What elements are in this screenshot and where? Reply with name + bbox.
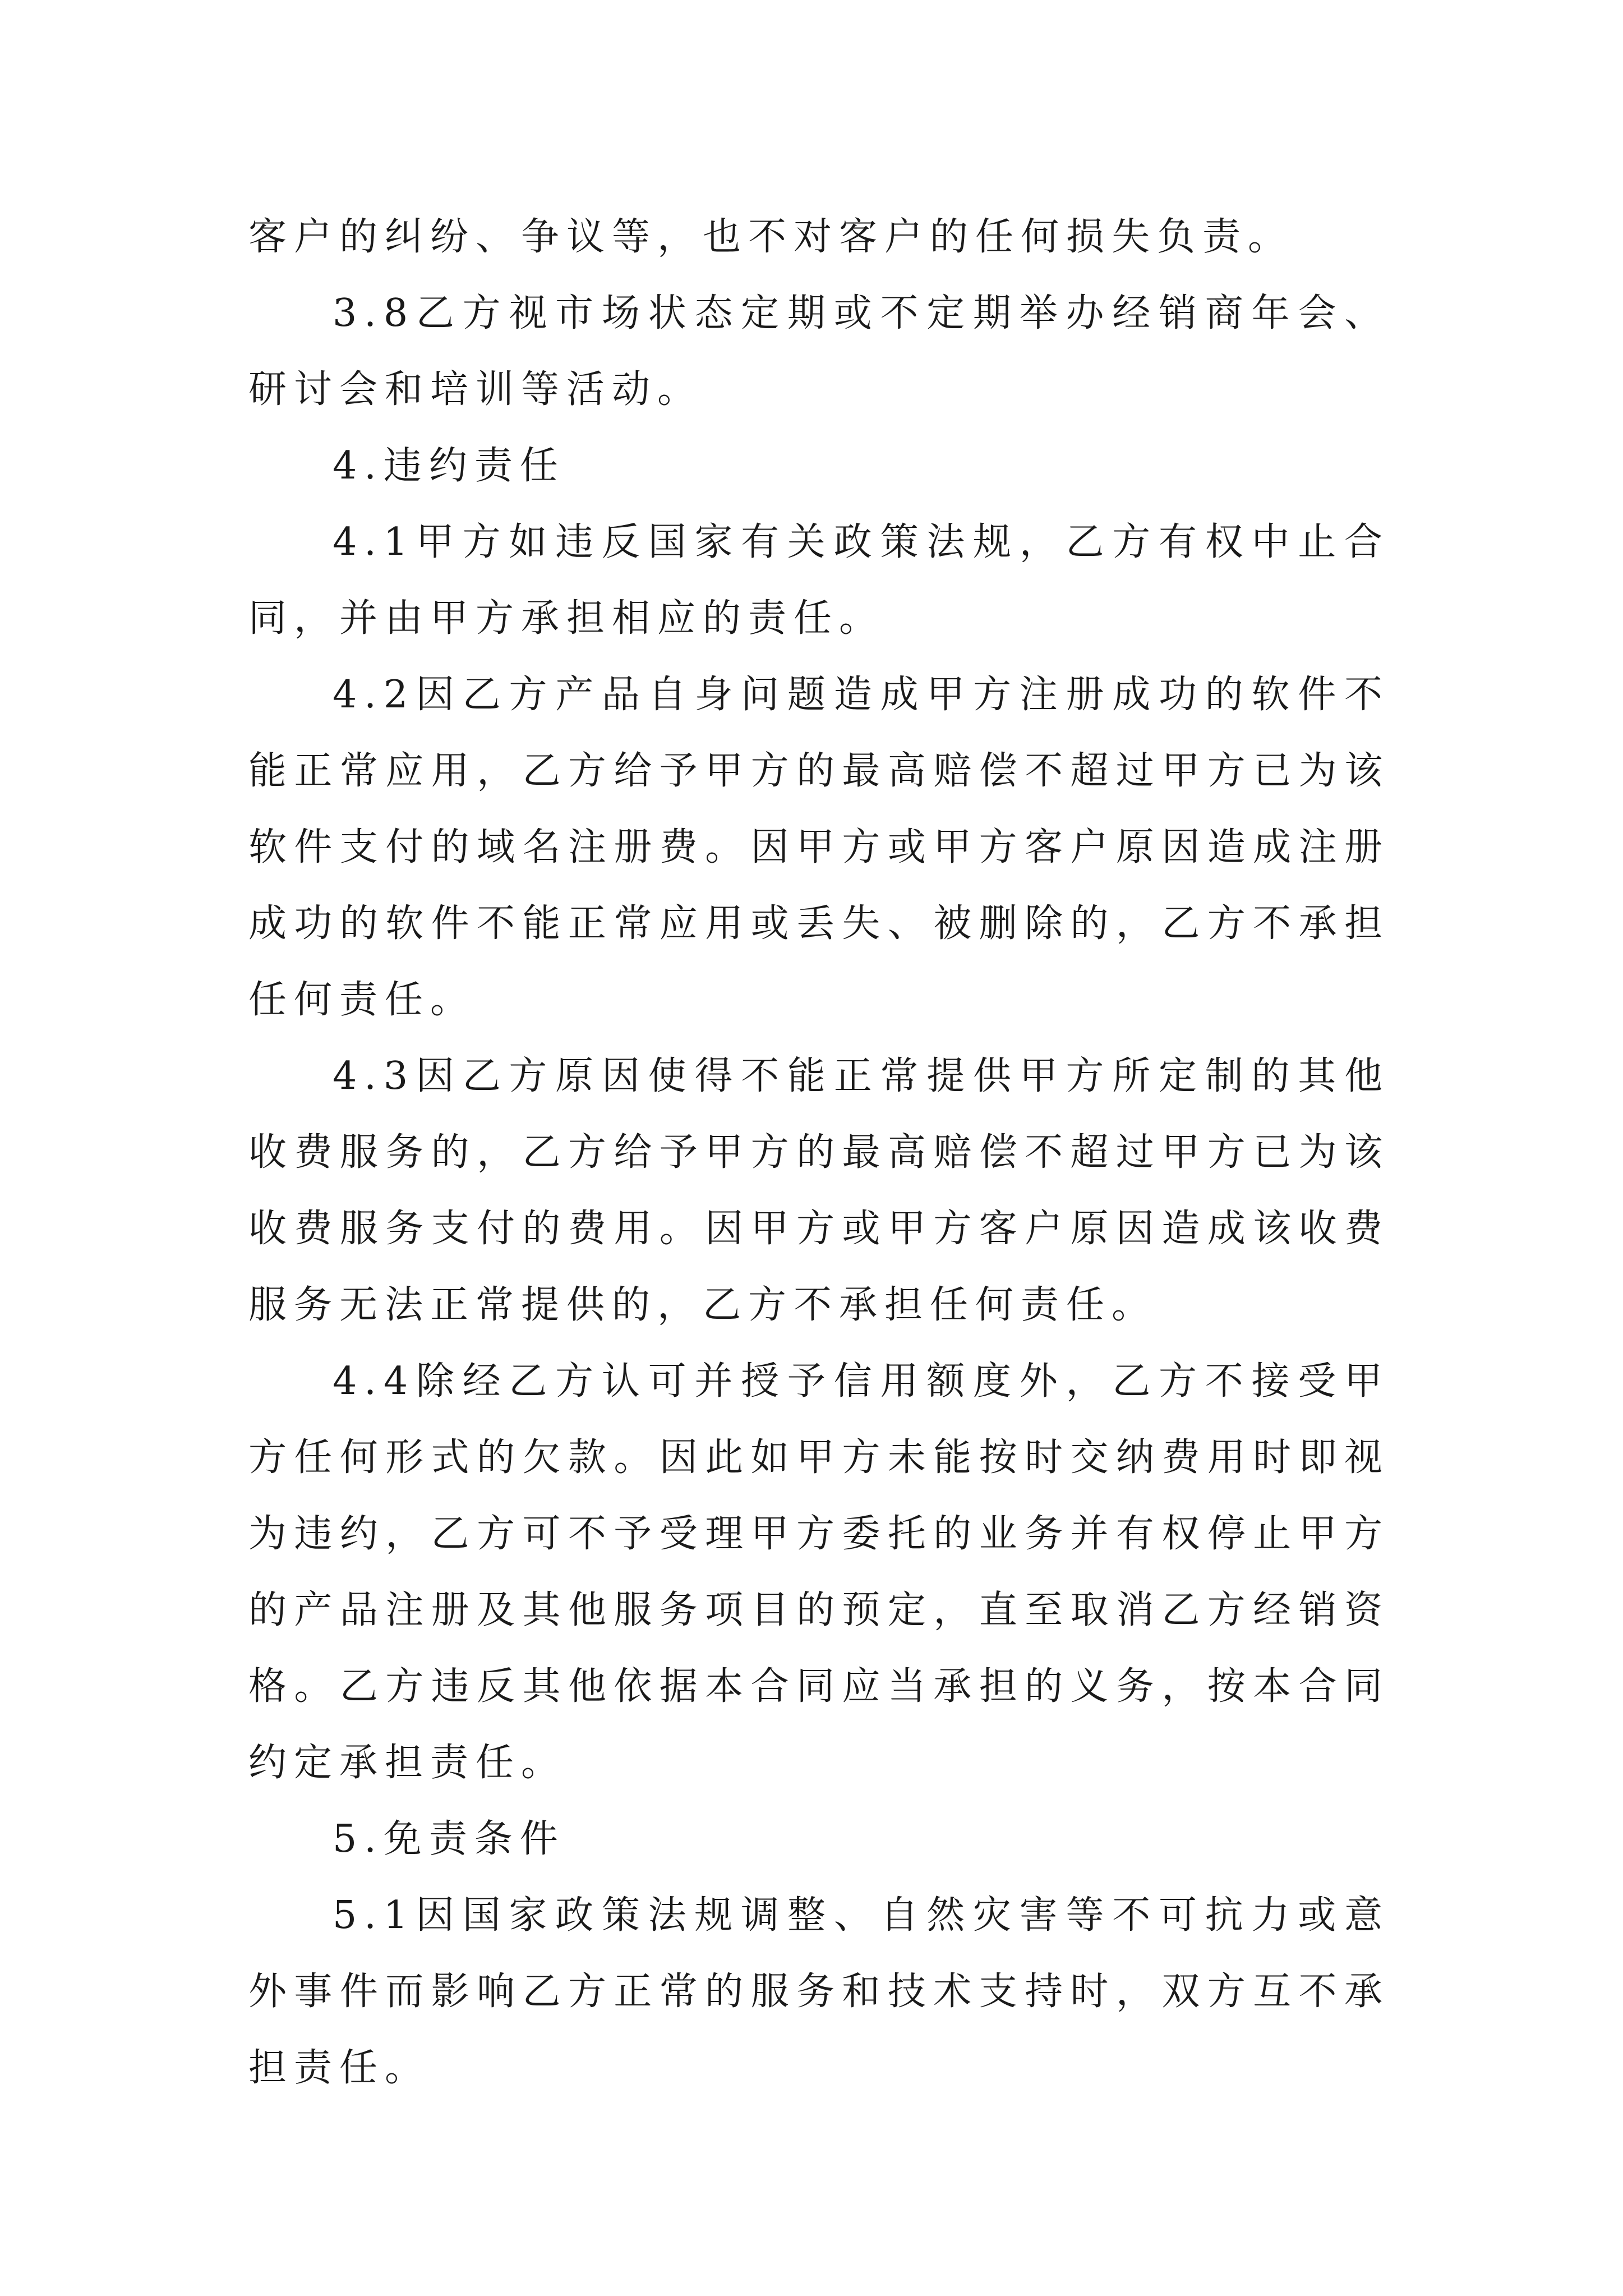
paragraph-continuation: 客户的纠纷、争议等，也不对客户的任何损失负责。 [248, 215, 1294, 259]
section-heading-breach-liability: 4.违约责任 [333, 444, 565, 488]
paragraph-clause-4-2: 4.2因乙方产品自身问题造成甲方注册成功的软件不能正常应用，乙方给予甲方的最高赔偿不超过甲方已为该软件支付的域名注册费。因甲方或甲方客户原因造成注册成功的软件不能正常应用或丢失、被删除的，乙方不承担任何责任。 [248, 673, 1390, 1022]
paragraph-clause-4-3: 4.3因乙方原因使得不能正常提供甲方所定制的其他收费服务的，乙方给予甲方的最高赔偿不超过甲方已为该收费服务支付的费用。因甲方或甲方客户原因造成该收费服务无法正常提供的，乙方不承担任何责任。 [248, 1054, 1390, 1327]
paragraph-clause-3-8: 3.8乙方视市场状态定期或不定期举办经销商年会、研讨会和培训等活动。 [248, 291, 1390, 412]
paragraph-clause-4-4: 4.4除经乙方认可并授予信用额度外，乙方不接受甲方任何形式的欠款。因此如甲方未能按时交纳费用时即视为违约，乙方可不予受理甲方委托的业务并有权停止甲方的产品注册及其他服务项目的预定，直至取消乙方经销资格。乙方违反其他依据本合同应当承担的义务，按本合同约定承担责任。 [248, 1359, 1390, 1785]
paragraph-clause-4-1: 4.1甲方如违反国家有关政策法规，乙方有权中止合同，并由甲方承担相应的责任。 [248, 520, 1390, 641]
section-heading-exemption: 5.免责条件 [333, 1817, 565, 1861]
paragraph-clause-5-1: 5.1因国家政策法规调整、自然灾害等不可抗力或意外事件而影响乙方正常的服务和技术支持时，双方互不承担责任。 [248, 1893, 1390, 2090]
document-body [248, 199, 1390, 2106]
